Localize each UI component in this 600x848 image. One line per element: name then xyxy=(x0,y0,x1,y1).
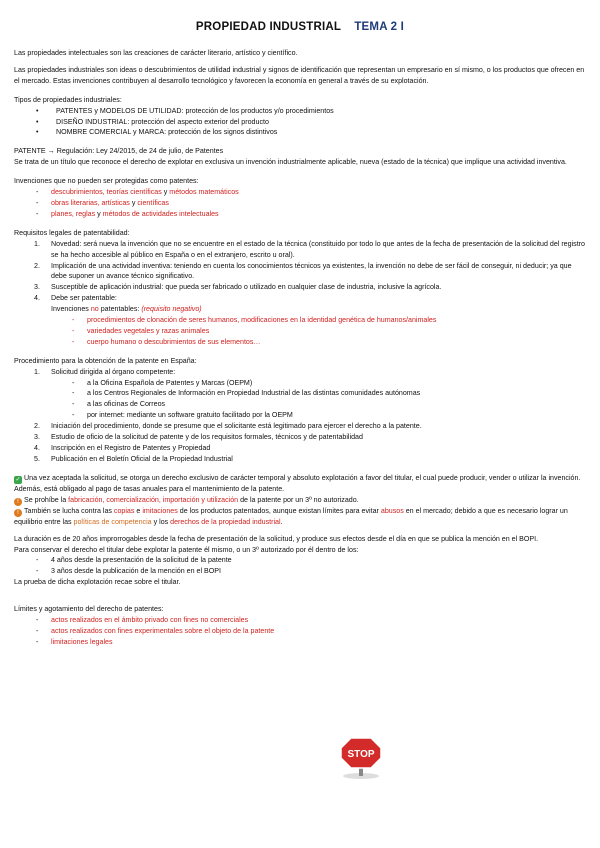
negative-list xyxy=(14,315,586,348)
list-item: - actos realizados con fines experimentales sobre el objeto de la patente xyxy=(14,626,586,637)
check-icon: ✓ xyxy=(15,476,21,483)
no-patentes-heading: Invenciones que no pueden ser protegidas como patentes: xyxy=(14,177,199,186)
stop-sign-icon xyxy=(336,734,386,780)
list-item: 2. Iniciación del procedimiento, donde se presume que el solicitante está legitimado para ejercer el derecho a la patente. xyxy=(34,422,422,431)
list-item: - cuerpo humano o descubrimientos de sus elementos… xyxy=(14,337,586,348)
list-item: 5. Publicación en el Boletín Oficial de la Propiedad Industrial xyxy=(34,454,233,463)
limites-list xyxy=(14,615,586,648)
requisitos-list xyxy=(14,239,586,304)
no-patentes-list xyxy=(14,187,586,220)
list-item: - a los Centros Regionales de Información en Propiedad Industrial de las distintas comunidades autónomas xyxy=(14,388,586,399)
patente-definition: Se trata de un título que reconoce el derecho de explotar en exclusiva un invención industrialmente aplicable, nueva (estado de la técnica) que implique una actividad inventiva. xyxy=(14,158,567,167)
conservar-paragraph: Para conservar el derecho el titular debe explotar la patente él mismo, o un 3º autorizado por él dentro de los: xyxy=(14,545,359,554)
list-item: - obras literarias, artísticas y científicas xyxy=(14,198,586,209)
intro-paragraph-1: Las propiedades intelectuales son las creaciones de carácter literario, artístico y científico. xyxy=(14,49,298,57)
list-item: • DISEÑO INDUSTRIAL: protección del aspecto exterior del producto xyxy=(14,117,586,128)
tipos-list xyxy=(14,106,586,139)
list-item: - 4 años desde la presentación de la solicitud de la patente xyxy=(14,555,586,566)
intro-paragraph-2: Las propiedades industriales son ideas o descubrimientos de utilidad industrial y signos de identificación que representan un empresario en sí mismo, o los productos que ofrecen en el mercado. Estas invenciones contribuyen al desarrollo tecnológico y favorecen la economía en general a través de su explotación. xyxy=(14,65,585,85)
procedimiento-heading: Procedimiento para la obtención de la patente en España: xyxy=(14,356,197,365)
document-body xyxy=(14,42,586,648)
list-item: - por internet: mediante un software gratuito facilitado por la OEPM xyxy=(14,410,586,421)
list-item: • NOMBRE COMERCIAL y MARCA: protección de los signos distintivos xyxy=(14,127,586,138)
procedimiento-steps xyxy=(14,421,586,465)
stop-sign-text: STOP xyxy=(347,749,375,760)
list-item: - a las oficinas de Correos xyxy=(14,399,586,410)
plazos-list xyxy=(14,555,586,577)
patente-heading: PATENTE → Regulación: Ley 24/2015, de 24 de julio, de Patentes xyxy=(14,147,224,156)
list-item: - variedades vegetales y razas animales xyxy=(14,326,586,337)
list-item: - actos realizados en el ámbito privado con fines no comerciales xyxy=(14,615,586,626)
list-item: 1. Solicitud dirigida al órgano competente: xyxy=(34,367,176,376)
organos-list xyxy=(14,378,586,422)
list-item: • PATENTES y MODELOS DE UTILIDAD: protección de los productos y/o procedimientos xyxy=(14,106,586,117)
list-item: 3. Estudio de oficio de la solicitud de patente y de los requisitos formales, técnicos y de patentabilidad xyxy=(34,433,363,442)
nota-lucha: ! También se lucha contra las copias e imitaciones de los productos patentados, aunque existan límites para evitar abusos en el mercado; debido a que es necesario lograr un equilibrio entre las políticas de competencia y los derechos de la propiedad industrial. xyxy=(14,506,568,526)
list-item: 4. Inscripción en el Registro de Patentes y Propiedad xyxy=(34,444,211,452)
list-item: - 3 años desde la publicación de la mención en el BOPI xyxy=(14,566,586,577)
list-item: 1. Novedad: será nueva la invención que no se encuentre en el estado de la técnica (constituido por todo lo que antes de la fecha de presentación de la solicitud del registro se ha hecho accesible al público en España o en el extranjero, escrito u oral). xyxy=(34,239,585,259)
nota-prohibe: ! Se prohíbe la fabricación, comercialización, importación y utilización de la patente por un 3º no autorizado. xyxy=(14,495,586,506)
angry-face-icon: ! xyxy=(14,498,22,506)
duracion-paragraph: La duración es de 20 años improrrogables desde la fecha de presentación de la solicitud, y produce sus efectos desde el día en que se publica la mención en el BOPI. xyxy=(14,534,539,543)
title-main: PROPIEDAD INDUSTRIAL xyxy=(195,21,341,33)
page-title xyxy=(0,22,600,33)
requisitos-heading: Requisitos legales de patentabilidad: xyxy=(14,228,130,237)
procedimiento-list xyxy=(14,367,586,378)
list-item: 4. Debe ser patentable: xyxy=(34,294,117,303)
list-item: 2. Implicación de una actividad inventiva: teniendo en cuenta los conocimientos técnicos ya existentes, la invención no debe de ser fácil de conseguir, ni deducir; ya que debe suponer un avance técnico significativo. xyxy=(34,261,572,281)
tipos-heading: Tipos de propiedades industriales: xyxy=(14,95,122,104)
list-item: 3. Susceptible de aplicación industrial: que pueda ser fabricado o utilizado en cualquier clase de industria, inclusive la agrícola. xyxy=(34,283,442,292)
invenciones-no-patentables: Invenciones no patentables: (requisito negativo) xyxy=(51,305,202,314)
angry-face-icon: ! xyxy=(14,509,22,517)
list-item: - limitaciones legales xyxy=(14,637,586,648)
nota-aceptada: ✓ Una vez aceptada la solicitud, se otorga un derecho exclusivo de carácter temporal y absoluto explotación a favor del titular, el cual puede producir, vender o utilizar la invención. Además, está obligado al pago de tasas anuales para el mantenimiento de la patente. xyxy=(14,473,581,493)
prueba-paragraph: La prueba de dicha explotación recae sobre el titular. xyxy=(14,578,181,587)
limites-heading: Límites y agotamiento del derecho de patentes: xyxy=(14,605,164,614)
list-item: - procedimientos de clonación de seres humanos, modificaciones en la identidad genética de humanos/animales xyxy=(14,315,586,326)
title-tema: TEMA 2 I xyxy=(354,21,405,33)
list-item: - descubrimientos, teorías científicas y métodos matemáticos xyxy=(14,187,586,198)
list-item: - planes, reglas y métodos de actividades intelectuales xyxy=(14,209,586,220)
list-item: - a la Oficina Española de Patentes y Marcas (OEPM) xyxy=(14,378,586,389)
